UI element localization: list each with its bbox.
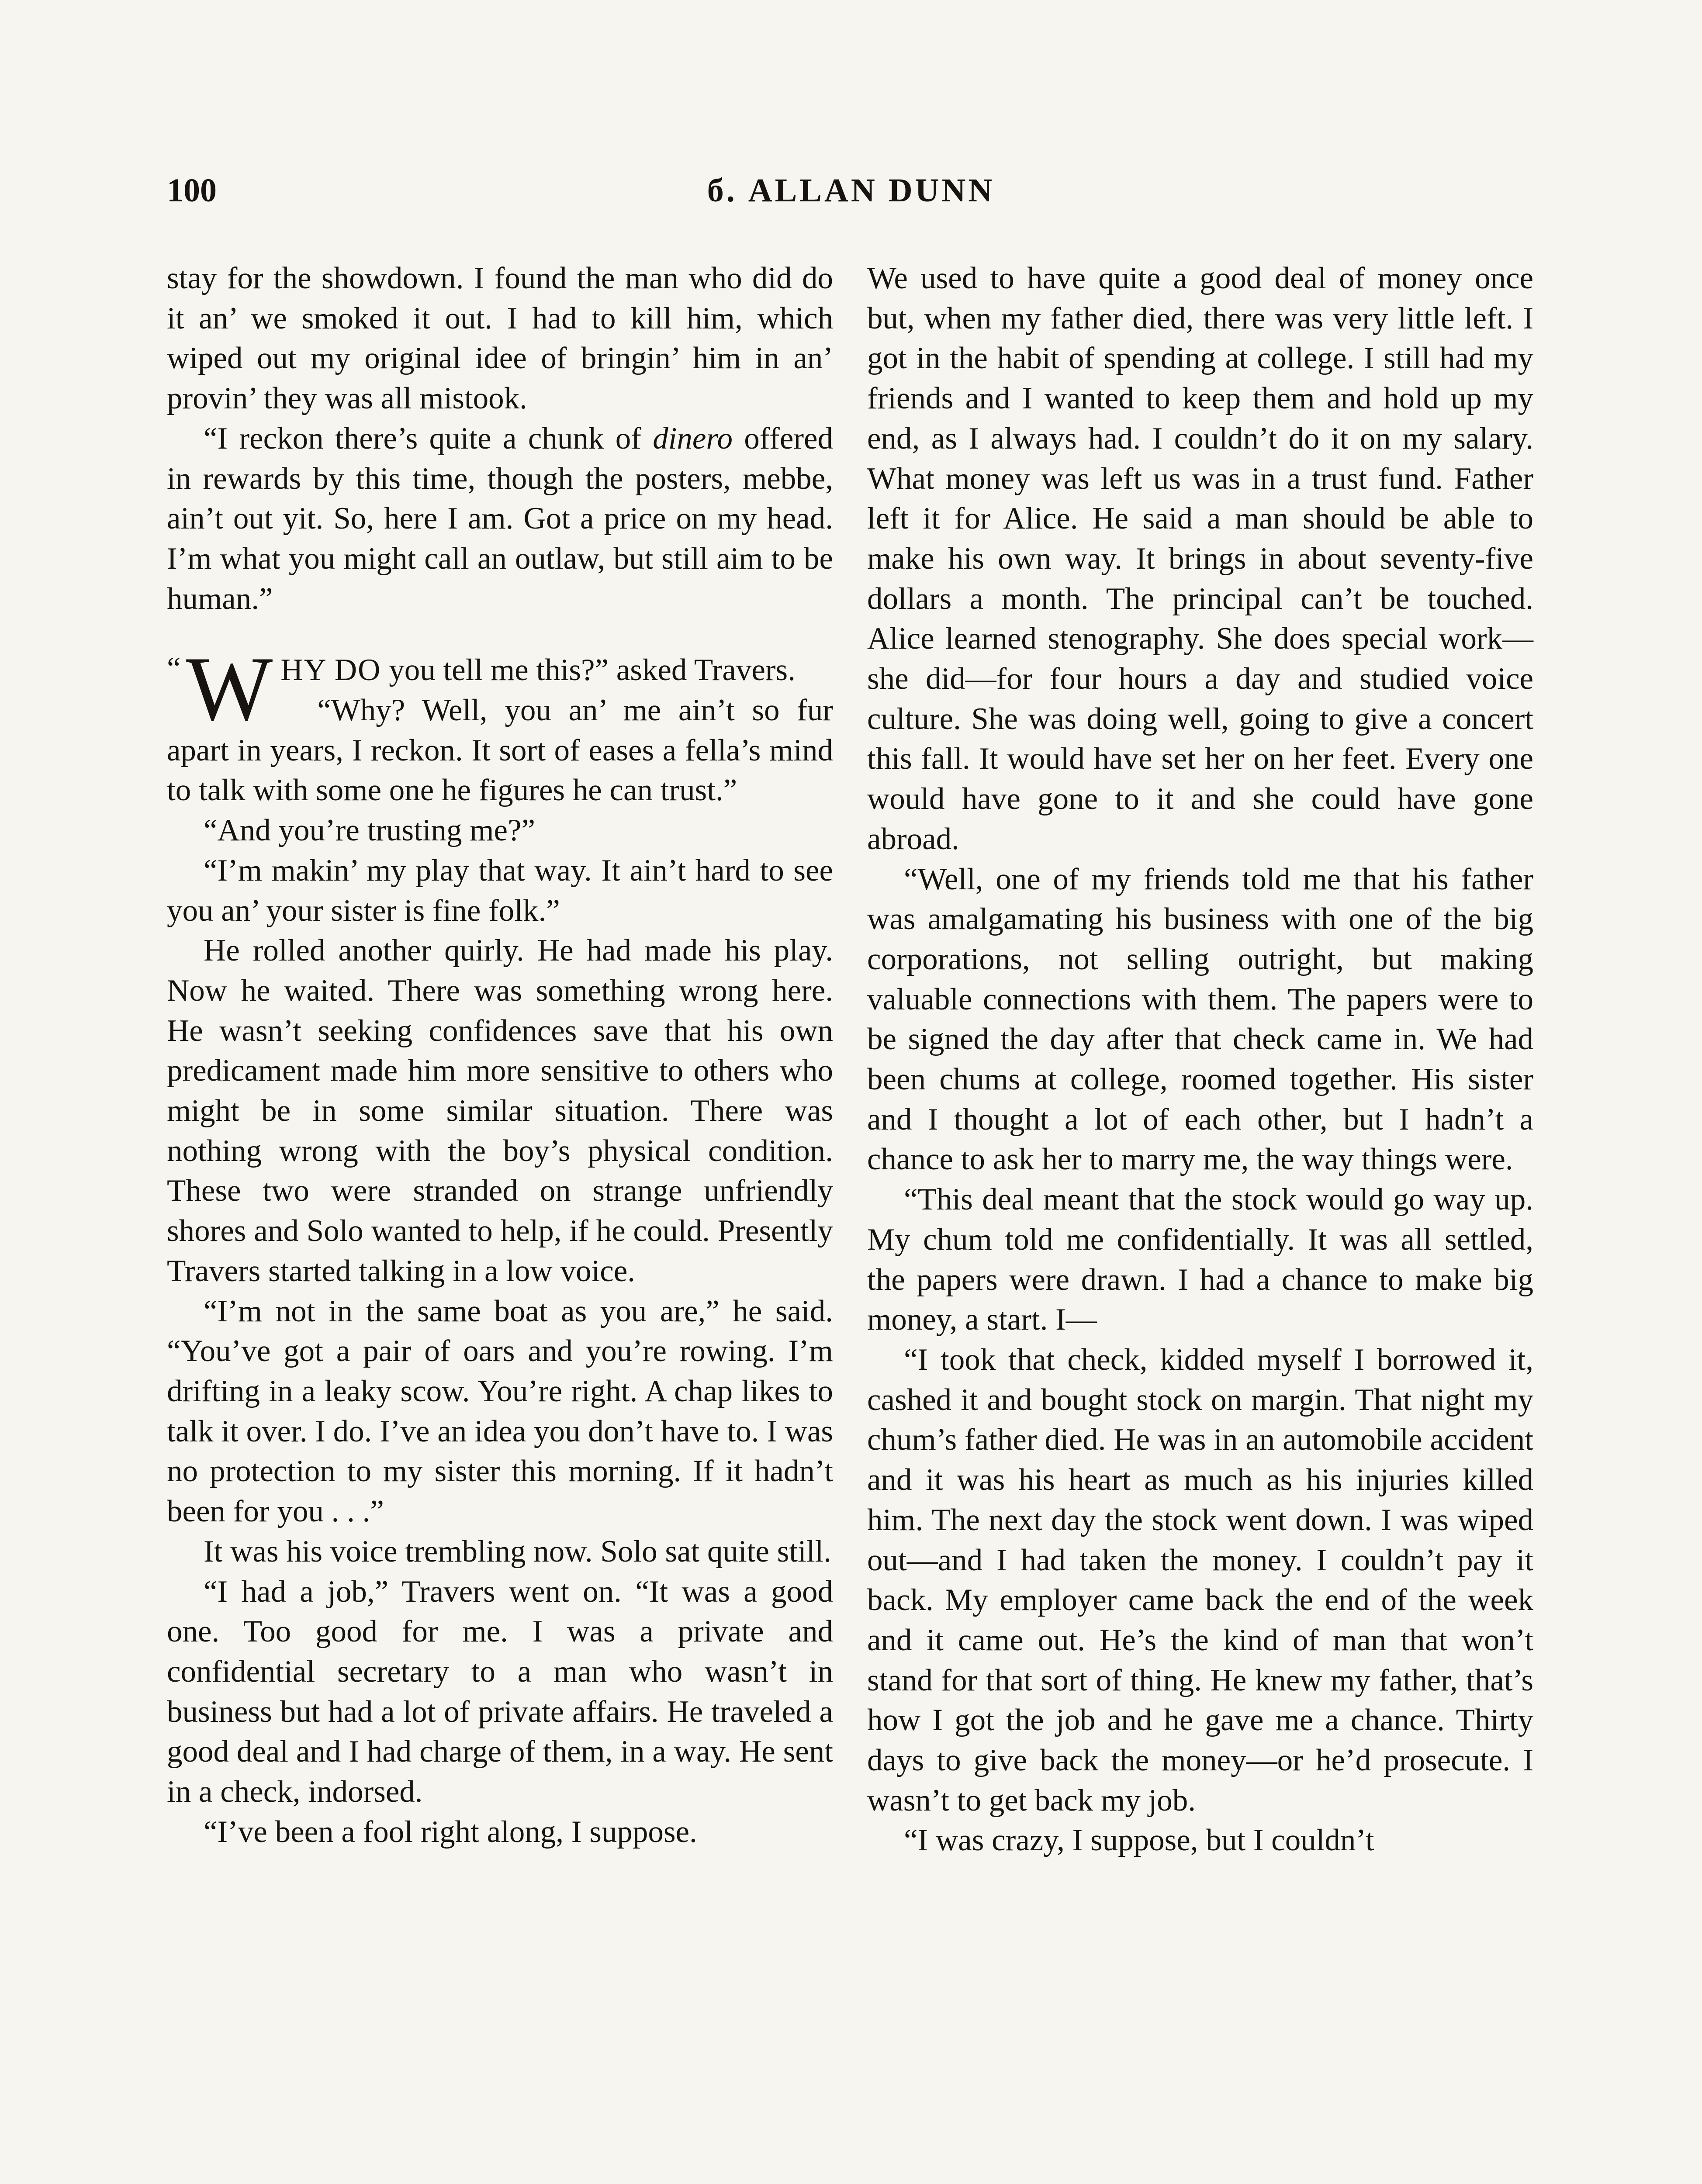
drop-cap: W	[186, 638, 273, 740]
paragraph: stay for the showdown. I found the man who did do it an’ we smoked it out. I had to kill him, which wiped out my original idee of bringin’ him in an’ provin’ they was all mistook.	[167, 261, 833, 416]
page-number: 100	[167, 172, 217, 209]
paragraph: “And you’re trusting me?”	[204, 813, 536, 848]
paragraph	[167, 419, 833, 619]
paragraph: “I’ve been a fool right along, I suppose.	[204, 1814, 697, 1849]
paragraph: “I was crazy, I suppose, but I couldn’t	[904, 1823, 1374, 1858]
drop-cap-paragraph	[167, 638, 833, 740]
paragraph: “I’m not in the same boat as you are,” he said. “You’ve got a pair of oars and you’re rowing. I’m drifting in a leaky scow. You’re right. A chap likes to talk it over. I do. I’ve an idea you don’t have to. I was no protection to my sister this morning. If it hadn’t been for you . . .”	[167, 1294, 833, 1529]
paragraph-text: you tell me this?” asked Travers.	[381, 653, 796, 688]
paragraph: “Well, one of my friends told me that his father was amalgamating his business with one of the big corporations, not selling outright, but making valuable connections with them. The papers were to be signed the day after that check came in. We had been chums at college, roomed together. His sister and I thought a lot of each other, but I hadn’t a chance to ask her to marry me, the way things were.	[867, 862, 1533, 1177]
left-column	[167, 259, 833, 1852]
right-column	[867, 259, 1533, 1861]
paragraph: “This deal meant that the stock would go way up. My chum told me confidentially. It was all settled, the papers were drawn. I had a chance to make big money, a start. I—	[867, 1182, 1533, 1337]
paragraph-text: “I reckon there’s quite a chunk of	[204, 421, 653, 456]
running-head-author: б. ALLAN DUNN	[707, 172, 995, 209]
paragraph-text: offered in rewards by this time, though the posters, mebbe, ain’t out yit. So, here I am. Got a price on my head. I’m what you might call an outlaw, but still aim to be human.”	[167, 421, 833, 616]
opening-quote: “	[167, 651, 181, 686]
lead-in-words: HY DO	[280, 653, 381, 688]
paragraph: It was his voice trembling now. Solo sat quite still.	[204, 1534, 831, 1569]
paragraph: He rolled another quirly. He had made his play. Now he waited. There was something wrong here. He wasn’t seeking confidences save that his own predicament made him more sensitive to others who might be in some similar situation. There was nothing wrong with the boy’s physical condition. These two were stranded on strange unfriendly shores and Solo wanted to help, if he could. Presently Travers started talking in a low voice.	[167, 933, 833, 1288]
paragraph: “I’m makin’ my play that way. It ain’t hard to see you an’ your sister is fine folk.”	[167, 853, 833, 928]
paragraph: “I had a job,” Travers went on. “It was a good one. Too good for me. I was a private and confidential secretary to a man who wasn’t in business but had a lot of private affairs. He traveled a good deal and I had charge of them, in a way. He sent in a check, indorsed.	[167, 1574, 833, 1809]
paragraph: “I took that check, kidded myself I borrowed it, cashed it and bought stock on margin. That night my chum’s father died. He was in an automobile accident and it was his heart as much as his injuries killed him. The next day the stock went down. I was wiped out—and I had taken the money. I couldn’t pay it back. My employer came back the end of the week and it came out. He’s the kind of man that won’t stand for that sort of thing. He knew my father, that’s how I got the job and he gave me a chance. Thirty days to give back the money—or he’d prosecute. I wasn’t to get back my job.	[867, 1342, 1533, 1818]
paragraph: We used to have quite a good deal of money once but, when my father died, there was very little left. I got in the habit of spending at college. I still had my friends and I wanted to keep them and hold up my end, as I always had. I couldn’t do it on my salary. What money was left us was in a trust fund. Father left it for Alice. He said a man should be able to make his own way. It brings in about seventy-five dollars a month. The principal can’t be touched. Alice learned stenography. She does special work—she did—for four hours a day and studied voice culture. She was doing well, going to give a concert this fall. It would have set her on her feet. Every one would have gone to it and she could have gone abroad.	[867, 261, 1533, 856]
paragraph: “Why? Well, you an’ me ain’t so fur apart in years, I reckon. It sort of eases a fella’s mind to talk with some one he figures he can trust.”	[167, 693, 833, 808]
italic-word: dinero	[653, 421, 733, 456]
